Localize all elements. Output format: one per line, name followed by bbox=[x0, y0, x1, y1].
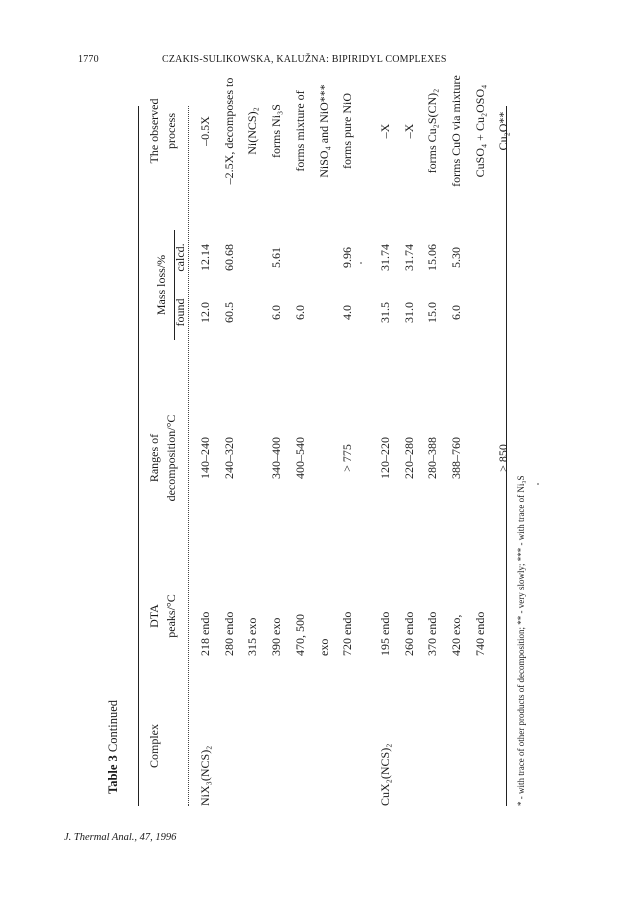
cell-found: 60.5 bbox=[221, 302, 236, 323]
rotated-table-page bbox=[98, 75, 538, 806]
complex-name: NiX₃(NCS)₂ bbox=[198, 745, 212, 806]
cell-dta: 390 exo bbox=[269, 617, 284, 656]
cell-process: –X bbox=[401, 123, 416, 139]
cell-calcd: 5.61 bbox=[269, 247, 284, 268]
table-top-rule bbox=[138, 106, 139, 806]
page-number: 1770 bbox=[78, 54, 99, 65]
table-footnote: * - with trace of other products of decomposition; ** - very slowly; *** - with trace of Ni₃S bbox=[516, 475, 526, 806]
col-header-dta-1: DTA bbox=[147, 604, 161, 628]
cell-range: 388–760 bbox=[449, 437, 463, 479]
cell-found: 15.0 bbox=[425, 302, 440, 323]
cell-found: 4.0 bbox=[340, 305, 355, 320]
cell-range: > 775 bbox=[340, 444, 355, 472]
cell-process: –0.5X bbox=[198, 116, 212, 146]
cell-process: Cu₂O** bbox=[496, 111, 511, 151]
table-caption bbox=[106, 700, 121, 794]
cell-calcd: 5.30 bbox=[449, 247, 463, 268]
cell-process: CuSO₄ + Cu₂OSO₄ bbox=[472, 84, 487, 178]
col-header-ranges-2: decomposition/°C bbox=[164, 414, 178, 502]
cell-found: 6.0 bbox=[449, 305, 463, 320]
col-header-process-1: The observed bbox=[147, 98, 161, 164]
cell-dta: 370 endo bbox=[425, 611, 440, 656]
cell-range: 240–320 bbox=[221, 437, 236, 479]
cell-process: forms mixture of bbox=[292, 90, 307, 172]
cell-process: forms Cu₂S(CN)₂ bbox=[425, 88, 440, 174]
col-header-complex: Complex bbox=[147, 724, 161, 768]
cell-process: –X bbox=[377, 123, 392, 139]
cell-dta: 740 endo bbox=[472, 611, 487, 656]
cell-calcd: 12.14 bbox=[198, 244, 212, 271]
col-header-process-2: process bbox=[164, 113, 178, 149]
cell-found: 31.5 bbox=[377, 302, 392, 323]
cell-found: 6.0 bbox=[269, 305, 284, 320]
cell-process: forms pure NiO bbox=[340, 93, 355, 169]
complex-name: CuX₂(NCS)₂ bbox=[377, 743, 392, 806]
scan-speck bbox=[537, 483, 539, 485]
cell-found: 12.0 bbox=[198, 302, 212, 323]
cell-range: 140–240 bbox=[198, 437, 212, 479]
cell-process: forms CuO via mixture bbox=[449, 75, 463, 187]
journal-footer: J. Thermal Anal., 47, 1996 bbox=[64, 832, 177, 843]
cell-process: –2.5X, decomposes to bbox=[221, 77, 236, 185]
cell-calcd: 60.68 bbox=[221, 244, 236, 271]
cell-range: 400–540 bbox=[292, 437, 307, 479]
cell-dta: 218 endo bbox=[198, 611, 212, 656]
cell-found: 6.0 bbox=[292, 305, 307, 320]
table-caption-continued: Continued bbox=[106, 699, 120, 753]
cell-process: forms Ni₃S bbox=[269, 104, 284, 158]
cell-dta: 315 exo bbox=[245, 617, 260, 656]
cell-range: 120–220 bbox=[377, 437, 392, 479]
cell-dta: exo bbox=[316, 638, 331, 656]
col-header-ranges-1: Ranges of bbox=[147, 433, 161, 483]
cell-process: Ni(NCS)₂ bbox=[245, 107, 260, 155]
scan-speck bbox=[360, 262, 362, 264]
cell-dta: 260 endo bbox=[401, 611, 416, 656]
cell-dta: 280 endo bbox=[221, 611, 236, 656]
cell-dta: 720 endo bbox=[340, 611, 355, 656]
cell-dta: 470, 500 bbox=[292, 614, 307, 656]
col-header-dta-2: peaks/°C bbox=[164, 594, 178, 638]
col-header-mass-loss: Mass loss/% bbox=[154, 254, 168, 316]
cell-calcd: 31.74 bbox=[377, 244, 392, 271]
cell-calcd: 15.06 bbox=[425, 244, 440, 271]
cell-found: 31.0 bbox=[401, 302, 416, 323]
header-bottom-rule bbox=[188, 106, 189, 806]
cell-range: 340–400 bbox=[269, 437, 284, 479]
cell-process: NiSO₄ and NiO*** bbox=[316, 84, 331, 178]
cell-range: 280–388 bbox=[425, 437, 440, 479]
running-title: CZAKIS-SULIKOWSKA, KALUŽNA: BIPIRIDYL COMPLEXES bbox=[162, 54, 447, 65]
cell-calcd: 9.96 bbox=[340, 247, 355, 268]
cell-calcd: 31.74 bbox=[401, 244, 416, 271]
col-header-calcd: calcd. bbox=[173, 243, 187, 272]
cell-range: > 850 bbox=[496, 444, 511, 472]
cell-dta: 420 exo, bbox=[449, 614, 463, 656]
table-caption-label: Table 3 bbox=[106, 755, 120, 794]
cell-range: 220–280 bbox=[401, 437, 416, 479]
col-header-found: found bbox=[173, 298, 187, 327]
cell-dta: 195 endo bbox=[377, 611, 392, 656]
